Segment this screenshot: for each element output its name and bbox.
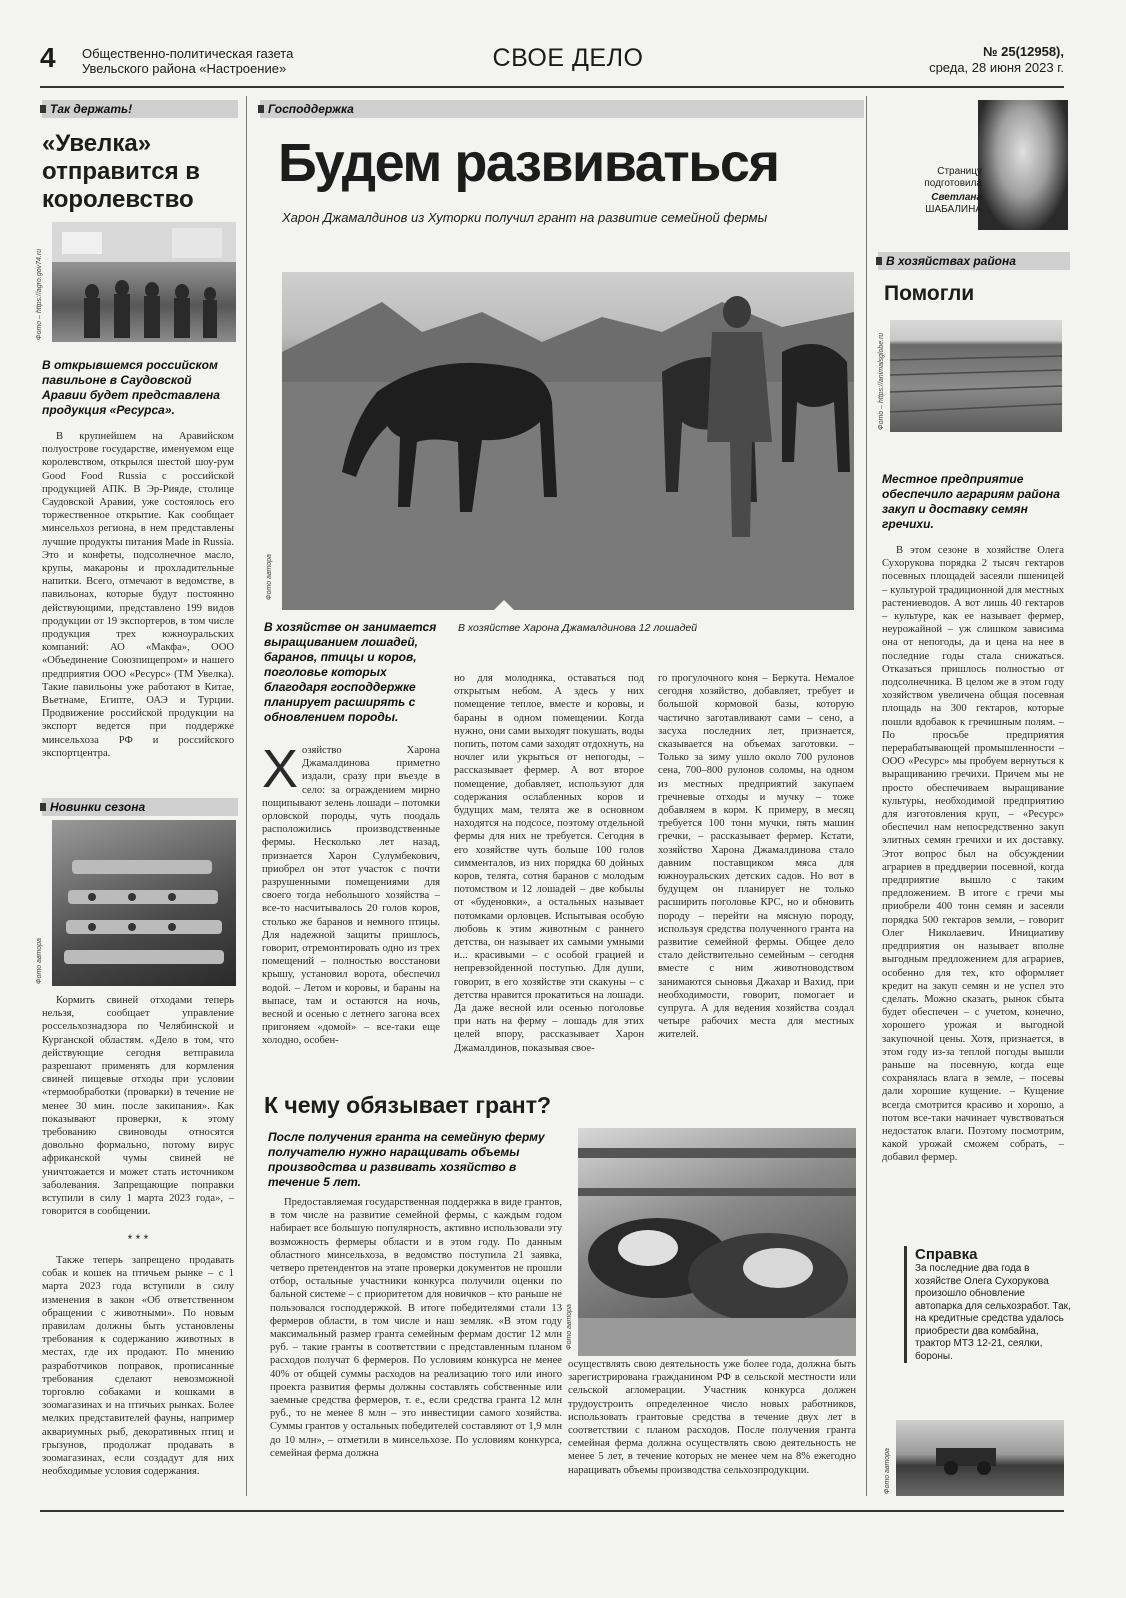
left-article-title: «Увелка» отправится в королевство (42, 130, 201, 213)
cows-photo-art (578, 1128, 856, 1356)
issue-date: среда, 28 июня 2023 г. (929, 60, 1064, 75)
right-article-title: Помогли (884, 282, 975, 305)
left-lead: В открывшемся российском павильоне в Саудовской Аравии будет представлена продукция «Ресурса». (42, 358, 220, 417)
issue-info (929, 44, 1064, 76)
photo-credit-cows: Фото автора (566, 1304, 573, 1350)
separator-stars: * * * (127, 1232, 149, 1246)
rubric-gospodderzhka: Господдержка (260, 100, 864, 118)
column-divider-right (866, 96, 867, 1496)
photo-credit-combine: Фото автора (884, 1448, 891, 1494)
exhibition-photo-art (52, 222, 236, 342)
grant-col-2 (568, 1358, 856, 1477)
reference-text: За последние два года в хозяйстве Олега Сухорукова произошло обновление автопарка для сельхозработ. Так, на кредитные средства удалось приобрести два комбайна, трактор МТЗ 12-21, сеялки, бороны. (915, 1263, 1071, 1362)
center-lead: В хозяйстве он занимается выращиванием лошадей, баранов, птицы и коров, поголовье которых благодаря господдержке планирует расширять с обновлением породы. (264, 620, 437, 724)
center-col-3 (658, 672, 854, 1042)
author-surname: ШАБАЛИНА (925, 204, 982, 215)
grant-title: К чему обязывает грант? (264, 1092, 552, 1118)
photo-caption: В хозяйстве Харона Джамалдинова 12 лошадей (458, 622, 698, 634)
paper-line-2: Увельского района «Настроение» (82, 61, 287, 76)
combine-photo-art (896, 1420, 1064, 1496)
combine-photo (896, 1420, 1064, 1496)
column-divider-left (246, 96, 247, 1496)
grant-col-2-text: осуществлять свою деятельность уже более года, должна быть зарегистрирована гражданином РФ в сельской местности или сельской агломерации. Участник конкурса должен трудоустроить определенное число новых работников, использовать грантовые средства в течение двух лет в соответствии с планом расходов. После получения гранта семейная ферма должна осуществлять свою деятельность не менее 5 лет, в течение которых не менее чем на 8% ежегодно наращивать объемы производства сельхозпродукции. (568, 1359, 856, 1476)
photo-credit-field: Фото – https://animalsglobe.ru (878, 332, 885, 430)
footer-rule (40, 1510, 1064, 1512)
left-body-3-text: Также теперь запрещено продавать собак и кошек на птичьем рынке – с 1 марта 2023 года вступили в силу изменения в закон «Об ответственном обращении с животными». По новым правилам должны быть установлены требования к содержанию животных в местах, где их продают. По мнению разработчиков поправок, прописанные требования сделают невозможной торговлю собаками и кошками в зоомагазинах и на птичьих рынках. Более мелких представителей фауны, например аквариумных рыб, декоративных птиц и грызунов, продолжат продавать в зоомагазинах, если создадут для них необходимые условия содержания. (42, 1255, 234, 1478)
center-col-3-text: го прогулочного коня – Беркута. Немалое сегодня хозяйство, добавляет, требует и большой кормовой базы, которую частично заготавливают сами – сено, а засуха последних лет, признается, сказывается на объемах заготовки. – Только за зиму ушло около 700 рулонов сена, 700–800 рулонов соломы, на одном из местных предприятий закупаем гречневые отходы и мучку – тоже добавляем в корм. К примеру, в месяц требуется 100 тонн мучки, пять машин гречки, – рассказывает фермер. Кстати, хозяйство Харона Джамалдинова стало давним поставщиком мяса для южноуральских детских садов. Но вот в будущем он планирует не только расширить поголовье КРС, но и обновить породу – перейти на мясную породу, используя средства полученного гранта на развитие семейной фермы. Общее дело стало действительно семейным – сегодня вместе с ним животноводством занимаются сыновья Джахар и Вахид, при необходимости, говорит, помогает и супруга. А для ведения хозяйства создал четыре рабочих места для местных жителей. (658, 673, 854, 1041)
rubric-tak-derzhat: Так держать! (42, 100, 238, 118)
reference-box (904, 1246, 1075, 1363)
author-prefix: Страницу подготовила (924, 166, 982, 189)
page-number: 4 (40, 42, 56, 73)
photo-pointer (494, 600, 514, 610)
pig-market-photo-art (52, 820, 236, 986)
grant-col-1 (270, 1196, 562, 1460)
right-body-text: В этом сезоне в хозяйстве Олега Сухорукова порядка 2 тысяч гектаров посевных площадей засеяли пшеницей – культурой традиционной для местных растениеводов. А вот лишь 40 гектаров – культуре, как ее называет фермер, неурожайной – уж слишком зависима она от непогоды, да и цена на нее в последние годы стала снижаться. Отказаться пришлось полностью от подсолнечника. В целом же в этом году хозяйством увеличена общая посевная площадь на 300 гектаров, которые пошли вдобавок к гречишным полям. – По просьбе предприятия перерабатывающей промышленности – ООО «Ресурс» мы пробуем вернуться к выращиванию гречихи. Причем мы не просто обеспечиваем выращивание культуры, необходимой предприятию для изготовления круп, – «Ресурс» обеспечил нам непосредственно закуп элитных семян гречихи и их доставку. Этот вопрос был на обсуждении аграриев в преддверии посевной, когда предприятие вышло с таким предложением. В итоге с гречи мы приобрели 400 тонн семян и засеяли порядка 500 гектаров земли, – говорит Олег Николаевич. Инициативу предприятия он называет вполне выгодным предложением для аграриев, особенно для тех, кто оформляет кредит на закуп семян и не успел это сделать. Можно сказать, рынок сбыта будет обеспечен – с учетом, конечно, хорошего урожая и выгодной закупочной цены. Хотя, признается, в этом году из-за теплой погоды вышли раньше на посевную, когда еще сохранялась влага в земле, – посевы дали хорошие кущение. – Кущение всегда смотрится красиво и хорошо, а потом все-таки начинает чувствоваться недостаток влаги. Поэтому посмотрим, какой урожай сможем собрать, – добавил фермер. (882, 545, 1064, 1164)
left-body-1-text: В крупнейшем на Аравийском полуострове государстве, именуемом еще королевством, открылся шестой шоу-рум Good Food Russia с российской продукцией АПК. В Эр-Рияде, столице Саудовской Аравии, уже состоялось его торжественное открытие. Как сообщает минсельхоз региона, в нем представлены лучшие продукты питания Made in Russia. Это и конфеты, подсолнечное масло, крупы, макароны и прохладительные напитки. Всего, отмечают в ведомстве, в павильонах, которые будут постоянно действующими, представлено 199 видов продукции от 19 экспортеров, в том числе продукция трех южноуральских компаний: АО «Макфа», ООО «Объединение Союзпищепром» и нашего предприятия ООО «Ресурс» (ТМ Увелка). Такие павильоны уже работают в Китае, Вьетнаме, Египте, ОАЭ и Турции. Продвижение российской продукции на экспорт ведется при поддержке минсельхоза РФ и российского экспортцентра. (42, 431, 234, 759)
author-block (880, 100, 1070, 240)
photo-credit-1: Фото – https://agro.gov74.ru (36, 248, 43, 340)
paper-line-1: Общественно-политическая газета (82, 46, 294, 61)
issue-number: № 25(12958), (983, 44, 1064, 59)
left-body-3 (42, 1254, 234, 1478)
left-body-1 (42, 430, 234, 760)
photo-credit-horses: Фото автора (266, 554, 273, 600)
field-photo-art (890, 320, 1062, 432)
photo-credit-2: Фото автора (36, 938, 43, 984)
exhibition-photo (52, 222, 236, 342)
center-col-2 (454, 672, 644, 1055)
paper-name (82, 46, 293, 76)
cows-photo (578, 1128, 856, 1356)
center-col-2-text: но для молодняка, оставаться под открытым небом. А здесь у них помещение теплое, вместе и коровы, и бараны в одном помещении. Когда нужно, они сами выходят покушать, воды попить, потом сами заходят отдохнуть, на ночлег или укрыться от непогоды, – рассказывает фермер. А вот второе помещение, добавляет, используют для содержания ослабленных коров и будущих мам, телята же в основном находятся на подсосе, поэтому отдельной фермы для них не требуется. Сегодня в его хозяйстве чуть больше 100 голов симменталов, из них порядка 60 дойных коров, телята, сотня баранов с молодым потомством и 12 лошадей – две кобылы от «буденовки», а остальных называет потомками орловцев. Испытывая особую любовь к этим животным с раннего детства, он называет их самыми умными и... красивыми – с особой грацией и непревзойденной поступью. Для души, говорит, в его хозяйстве эти скакуны – с детства нравится прокатиться на лошади. Да даже весной или осенью поголовье при нать на ферму – лошадь для этих целей впору, рассказывает Харон Джамалдинов, показывая свое- (454, 673, 644, 1054)
left-body-2-text: Кормить свиней отходами теперь нельзя, сообщает управление россельхознадзора по Челябинской и Курганской областям. «Дело в том, что действующие сегодня ветправила разрешают применять для кормления свиней пищевые отходы при условии «термообработки (проварки) в течение не менее 30 мин. после закипания». Как показывают проверки, к этому требованию свиноводы относятся довольно формально, потому вирус африканской чумы свиней не уничтожается и может стать источником заболевания. Запрещающие поправки вступили в силу 1 марта 2023 года», – говорится в сообщении. (42, 995, 234, 1218)
main-subhead: Харон Джамалдинов из Хуторки получил грант на развитие семейной фермы (282, 210, 768, 225)
left-body-2 (42, 994, 234, 1218)
grant-col-1-text: Предоставляемая государственная поддержка в виде грантов, в том числе на развитие семейной фермы, с каждым годом набирает все большую популярность, активно использовали эту возможность фермеры области и в этом году. По данным областного минсельхоза, в ведомство поступила 21 заявка, четверо претендентов на этапе проверки документов не прошли отбор, остальные участники конкурса получили оценки по бальной системе – с приоритетом для новичков – кто раньше не пользовался господдержкой. В итоге победителями стали 13 фермеров области, в том числе и наш земляк. «В этом году максимальный размер гранта семейным фермам достиг 12 млн руб. – такие гранты в соответствии с представленным планом расходов получат 6 фермеров. По условиям конкурса не менее 40% от общей суммы расходов на реализацию того или иного проекта развития фермы должны составлять собственные или заемные средства фермеров, т. е., если средства гранта 12 млн руб., то не менее 8 млн – это инвестиции самого хозяйства. Суммы грантов у остальных победителей составляют от 1,9 млн до 10 млн», – отметили в минсельхозе. По условиям конкурса, семейная ферма должна (270, 1197, 562, 1459)
main-headline: Будем развиваться (278, 133, 779, 193)
right-lead: Местное предприятие обеспечило аграриям района закуп и доставку семян гречихи. (882, 472, 1060, 531)
grant-lead: После получения гранта на семейную ферму получателю нужно наращивать объемы производства и развивать хозяйство в течение 5 лет. (268, 1130, 545, 1189)
rubric-v-hozyaistvah: В хозяйствах района (878, 252, 1070, 270)
center-col-1 (262, 739, 440, 1048)
drop-cap: Х (262, 739, 299, 799)
reference-title: Справка (915, 1246, 978, 1263)
horses-photo-art (282, 272, 854, 610)
horses-photo (282, 272, 854, 610)
author-portrait (978, 100, 1068, 230)
author-name: Светлана (931, 192, 982, 203)
right-body (882, 544, 1064, 1165)
pig-market-photo (52, 820, 236, 986)
rubric-novinki: Новинки сезона (42, 798, 238, 816)
field-photo (890, 320, 1062, 432)
section-title: СВОЕ ДЕЛО (492, 44, 644, 72)
header-rule (40, 86, 1064, 88)
center-col-1-text: озяйство Харона Джамалдинова приметно издали, сразу при въезде в село: за ограждением мирно пощипывают зелень лошади – потомки орловской породы, чуть поодаль расположились производственные фермы. Несколько лет назад, признается Харон Сулумбекович, приобрел он этот участок с почти разрушенными помещениями для своего тогда небольшого хозяйства – все-то насчитывалось 20 голов коров, столько же баранов и немного птицы. Для надежной защиты пришлось, говорит, отремонтировать одно из трех помещений – полностью восстанови крышу, установил ворота, обеспечил водой. – Летом и коровы, и бараны на выпасе, там и остаются на ночь, весной и осенью с летнего загона всех пригоняем «домой» – все-таки еще холодно, особен- (262, 745, 440, 1047)
